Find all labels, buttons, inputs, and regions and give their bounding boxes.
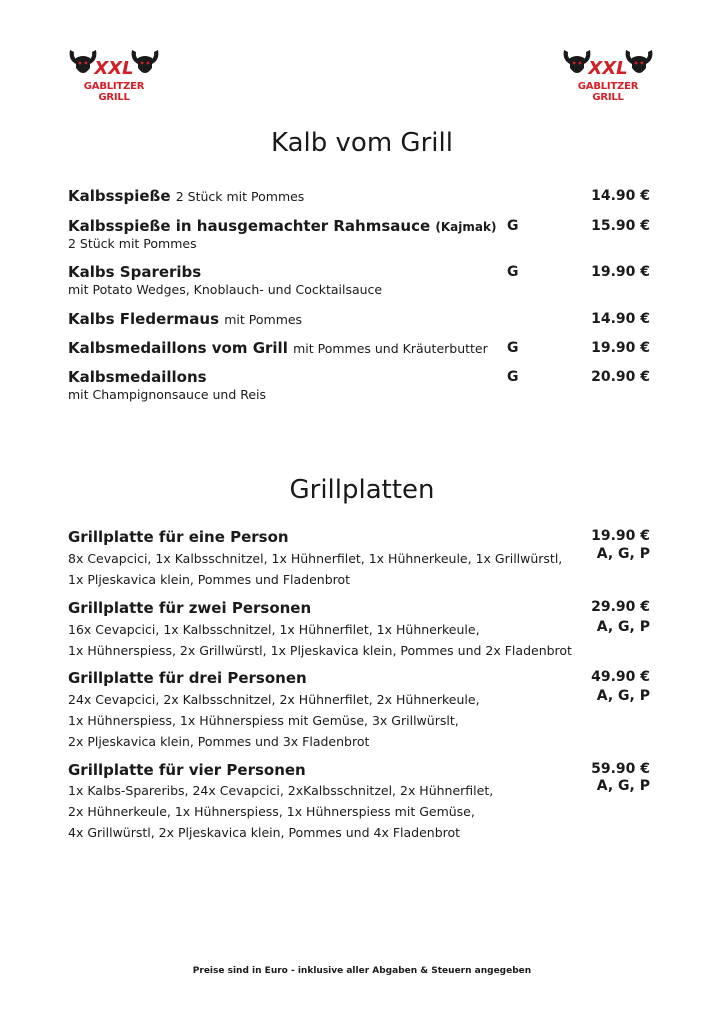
plate-desc-line: 1x Kalbs-Spareribs, 24x Cevapcici, 2xKalbsschnitzel, 2x Hühnerfilet, bbox=[68, 783, 494, 798]
item-price: 15.90 € bbox=[591, 218, 650, 234]
item-name-text: Kalbs Fledermaus bbox=[68, 310, 220, 328]
plate-allergens: A, G, P bbox=[596, 688, 650, 704]
logo-text-line2: GRILL bbox=[98, 92, 130, 103]
plate-desc-line: 2x Pljeskavica klein, Pommes und 3x Fladenbrot bbox=[68, 734, 370, 749]
item-allergen: G bbox=[507, 369, 519, 385]
item-name-text: Kalbsmedaillons vom Grill bbox=[68, 339, 288, 357]
item-price: 14.90 € bbox=[591, 188, 650, 204]
item-desc: mit Champignonsauce und Reis bbox=[68, 387, 267, 402]
bull-head-icon bbox=[560, 46, 656, 82]
plate-desc-line: 8x Cevapcici, 1x Kalbsschnitzel, 1x Hühnerfilet, 1x Hühnerkeule, 1x Grillwürstl, bbox=[68, 551, 563, 566]
logo-text-line1: GABLITZER bbox=[83, 81, 145, 92]
menu-item-name bbox=[68, 310, 302, 328]
plate-name: Grillplatte für zwei Personen bbox=[68, 599, 312, 617]
menu-item-name bbox=[68, 368, 207, 386]
plate-name: Grillplatte für eine Person bbox=[68, 528, 289, 546]
item-name-note: (Kajmak) bbox=[435, 220, 497, 234]
plate-allergens: A, G, P bbox=[596, 546, 650, 562]
item-allergen: G bbox=[507, 218, 519, 234]
plate-desc-line: 1x Hühnerspiess, 2x Grillwürstl, 1x Pljeskavica klein, Pommes und 2x Fladenbrot bbox=[68, 643, 572, 658]
plate-name: Grillplatte für vier Personen bbox=[68, 761, 306, 779]
plate-price: 49.90 € bbox=[591, 669, 650, 685]
logo-text-line2: GRILL bbox=[592, 92, 624, 103]
plate-desc-line: 2x Hühnerkeule, 1x Hühnerspiess, 1x Hühnerspiess mit Gemüse, bbox=[68, 804, 475, 819]
plate-desc-line: 1x Pljeskavica klein, Pommes und Fladenbrot bbox=[68, 572, 351, 587]
section-title-grillplatten: Grillplatten bbox=[289, 475, 435, 505]
bull-head-icon bbox=[66, 46, 162, 82]
item-allergen: G bbox=[507, 264, 519, 280]
menu-item-name bbox=[68, 217, 496, 235]
plate-desc-line: 1x Hühnerspiess, 1x Hühnerspiess mit Gemüse, 3x Grillwürslt, bbox=[68, 713, 459, 728]
svg-text:XXL: XXL bbox=[94, 58, 134, 79]
item-allergen: G bbox=[507, 340, 519, 356]
item-price: 20.90 € bbox=[591, 369, 650, 385]
item-name-text: Kalbs Spareribs bbox=[68, 263, 202, 281]
item-inline-desc: 2 Stück mit Pommes bbox=[175, 189, 305, 204]
plate-desc-line: 4x Grillwürstl, 2x Pljeskavica klein, Pommes und 4x Fladenbrot bbox=[68, 825, 461, 840]
logo-text-line1: GABLITZER bbox=[577, 81, 639, 92]
svg-text:XXL: XXL bbox=[588, 58, 628, 79]
plate-price: 19.90 € bbox=[591, 528, 650, 544]
plate-allergens: A, G, P bbox=[596, 619, 650, 635]
item-price: 14.90 € bbox=[591, 311, 650, 327]
item-desc: mit Potato Wedges, Knoblauch- und Cocktailsauce bbox=[68, 282, 383, 297]
plate-price: 29.90 € bbox=[591, 599, 650, 615]
item-price: 19.90 € bbox=[591, 340, 650, 356]
item-inline-desc: mit Pommes bbox=[224, 312, 303, 327]
menu-item-name bbox=[68, 187, 304, 205]
item-desc: 2 Stück mit Pommes bbox=[68, 236, 197, 251]
logo-left bbox=[66, 46, 162, 108]
item-name-text: Kalbsspieße bbox=[68, 187, 171, 205]
plate-desc-line: 16x Cevapcici, 1x Kalbsschnitzel, 1x Hühnerfilet, 1x Hühnerkeule, bbox=[68, 622, 480, 637]
menu-item-name bbox=[68, 339, 488, 357]
logo-right bbox=[560, 46, 656, 108]
item-price: 19.90 € bbox=[591, 264, 650, 280]
section-title-kalb: Kalb vom Grill bbox=[271, 128, 453, 158]
menu-item-name bbox=[68, 263, 201, 281]
plate-price: 59.90 € bbox=[591, 761, 650, 777]
plate-desc-line: 24x Cevapcici, 2x Kalbsschnitzel, 2x Hühnerfilet, 2x Hühnerkeule, bbox=[68, 692, 480, 707]
plate-allergens: A, G, P bbox=[596, 778, 650, 794]
footer-note: Preise sind in Euro - inklusive aller Abgaben & Steuern angegeben bbox=[192, 966, 532, 976]
plate-name: Grillplatte für drei Personen bbox=[68, 669, 307, 687]
item-inline-desc: mit Pommes und Kräuterbutter bbox=[293, 341, 488, 356]
item-name-text: Kalbsmedaillons bbox=[68, 368, 207, 386]
item-name-text: Kalbsspieße in hausgemachter Rahmsauce bbox=[68, 217, 431, 235]
